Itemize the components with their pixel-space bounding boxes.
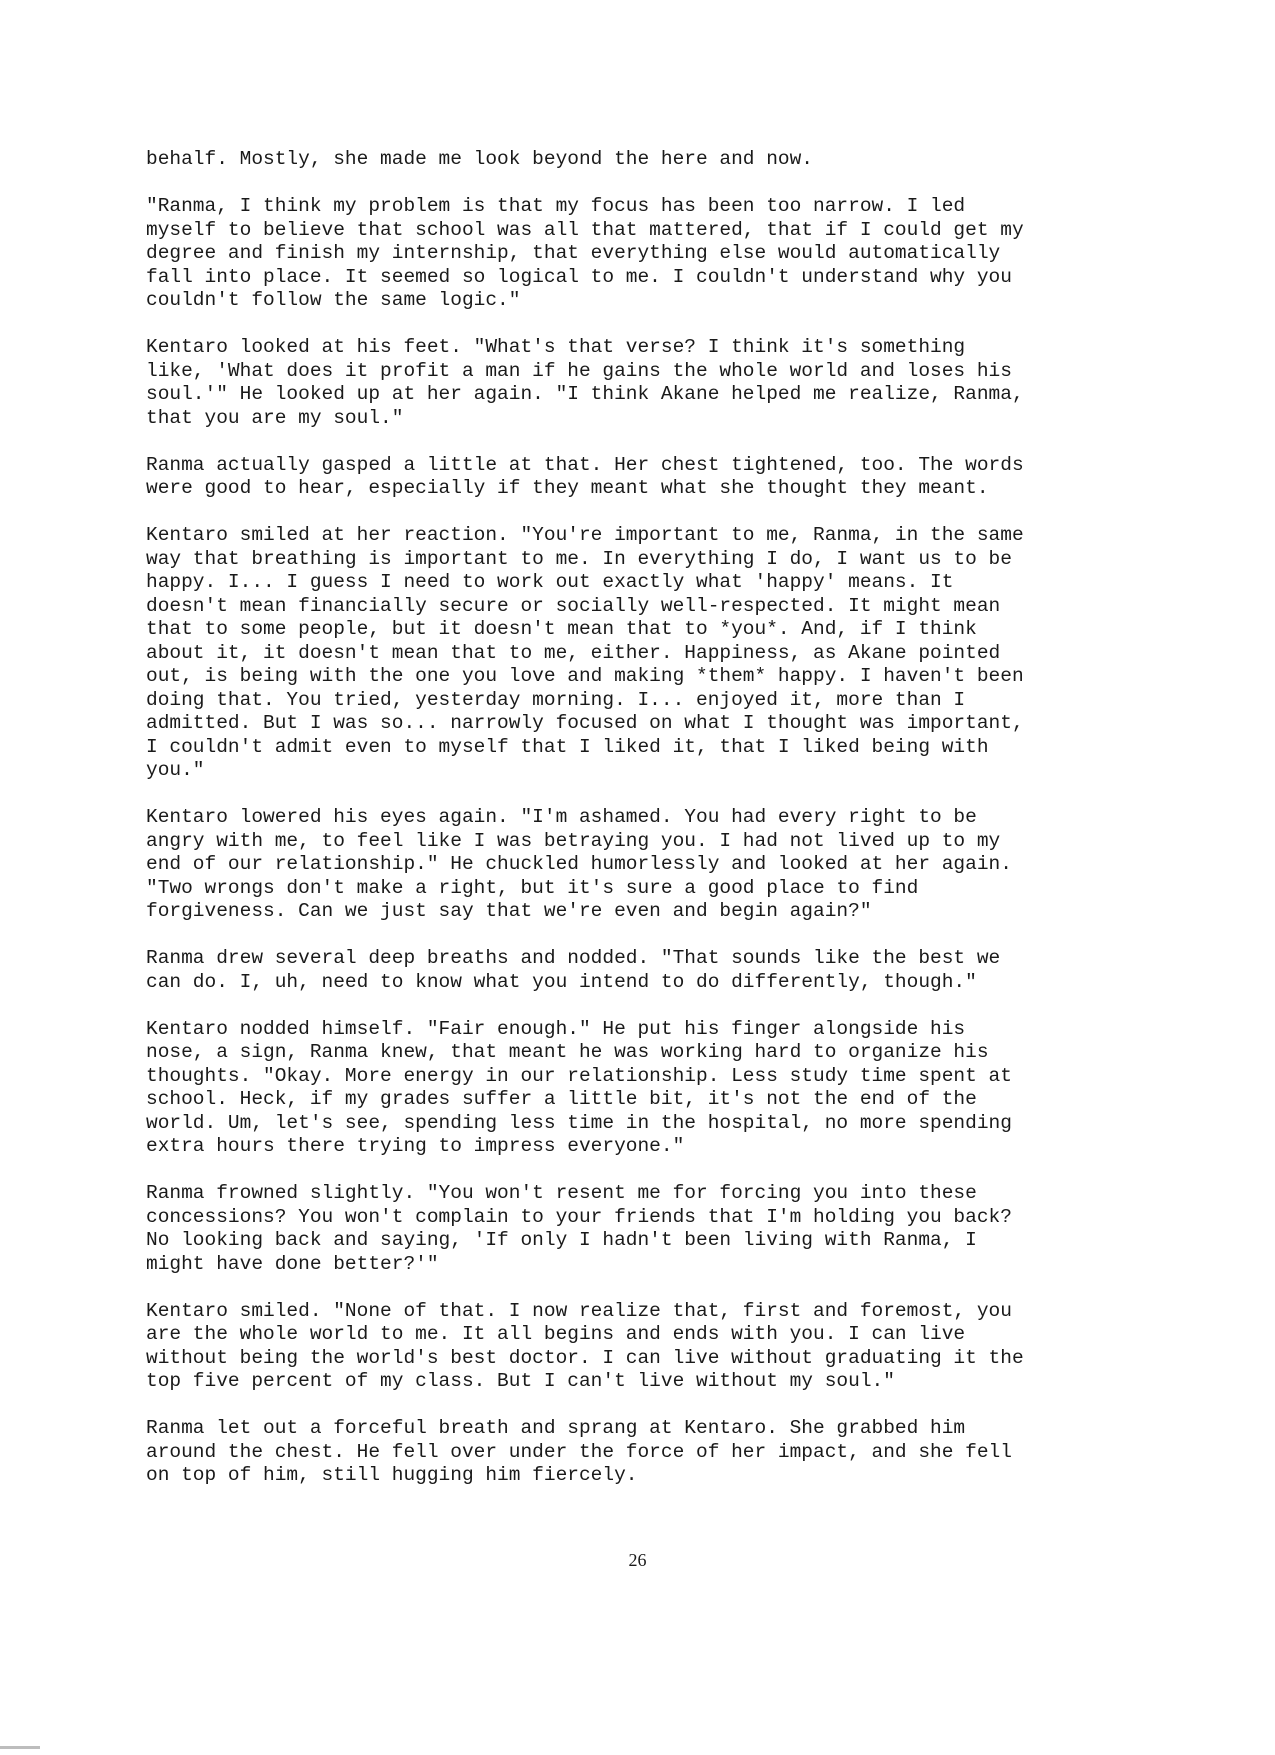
paragraph: Ranma drew several deep breaths and nodded. "That sounds like the best we can do. I, uh, need to know what you intend to do differently, though." bbox=[146, 947, 1001, 993]
paragraph: Ranma actually gasped a little at that. Her chest tightened, too. The words were good to hear, especially if they meant what she thought they meant. bbox=[146, 453, 1024, 499]
page-body bbox=[146, 148, 1106, 1511]
paragraph: "Ranma, I think my problem is that my focus has been too narrow. I led myself to believe that school was all that mattered, that if I could get my degree and finish my internship, that everything else would automatically fall into place. It seemed so logical to me. I couldn't understand why you couldn't follow the same logic." bbox=[146, 195, 1024, 311]
paragraph: Kentaro smiled at her reaction. "You're important to me, Ranma, in the same way that breathing is important to me. In everything I do, I want us to be happy. I... I guess I need to work out exactly what 'happy' means. It doesn't mean financially secure or socially well-respected. It might mean that to some people, but it doesn't mean that to *you*. And, if I think about it, it doesn't mean that to me, either. Happiness, as Akane pointed out, is being with the one you love and making *them* happy. I haven't been doing that. You tried, yesterday morning. I... enjoyed it, more than I admitted. But I was so... narrowly focused on what I thought was important, I couldn't admit even to myself that I liked it, that I liked being with you." bbox=[146, 524, 1024, 781]
paragraph: Ranma let out a forceful breath and sprang at Kentaro. She grabbed him around the chest. He fell over under the force of her impact, and she fell on top of him, still hugging him fiercely. bbox=[146, 1417, 1012, 1486]
scan-edge-mark bbox=[0, 1746, 40, 1749]
paragraph: Kentaro looked at his feet. "What's that verse? I think it's something like, 'What does it profit a man if he gains the whole world and loses his soul.'" He looked up at her again. "I think Akane helped me realize, Ranma, that you are my soul." bbox=[146, 336, 1024, 429]
paragraph: behalf. Mostly, she made me look beyond the here and now. bbox=[146, 148, 814, 170]
paragraph: Ranma frowned slightly. "You won't resent me for forcing you into these concessions? You won't complain to your friends that I'm holding you back? No looking back and saying, 'If only I hadn't been living with Ranma, I might have done better?'" bbox=[146, 1182, 1012, 1275]
paragraph: Kentaro smiled. "None of that. I now realize that, first and foremost, you are the whole world to me. It all begins and ends with you. I can live without being the world's best doctor. I can live without graduating it the top five percent of my class. But I can't live without my soul." bbox=[146, 1299, 1024, 1392]
page-number: 26 bbox=[628, 1550, 647, 1570]
paragraph: Kentaro nodded himself. "Fair enough." He put his finger alongside his nose, a sign, Ranma knew, that meant he was working hard to organize his thoughts. "Okay. More energy in our relationship. Less study time spent at school. Heck, if my grades suffer a little bit, it's not the end of the world. Um, let's see, spending less time in the hospital, no more spending extra hours there trying to impress everyone." bbox=[146, 1017, 1012, 1157]
paragraph: Kentaro lowered his eyes again. "I'm ashamed. You had every right to be angry with me, to feel like I was betraying you. I had not lived up to my end of our relationship." He chuckled humorlessly and looked at her again. "Two wrongs don't make a right, but it's sure a good place to find forgiveness. Can we just say that we're even and begin again?" bbox=[146, 806, 1012, 922]
